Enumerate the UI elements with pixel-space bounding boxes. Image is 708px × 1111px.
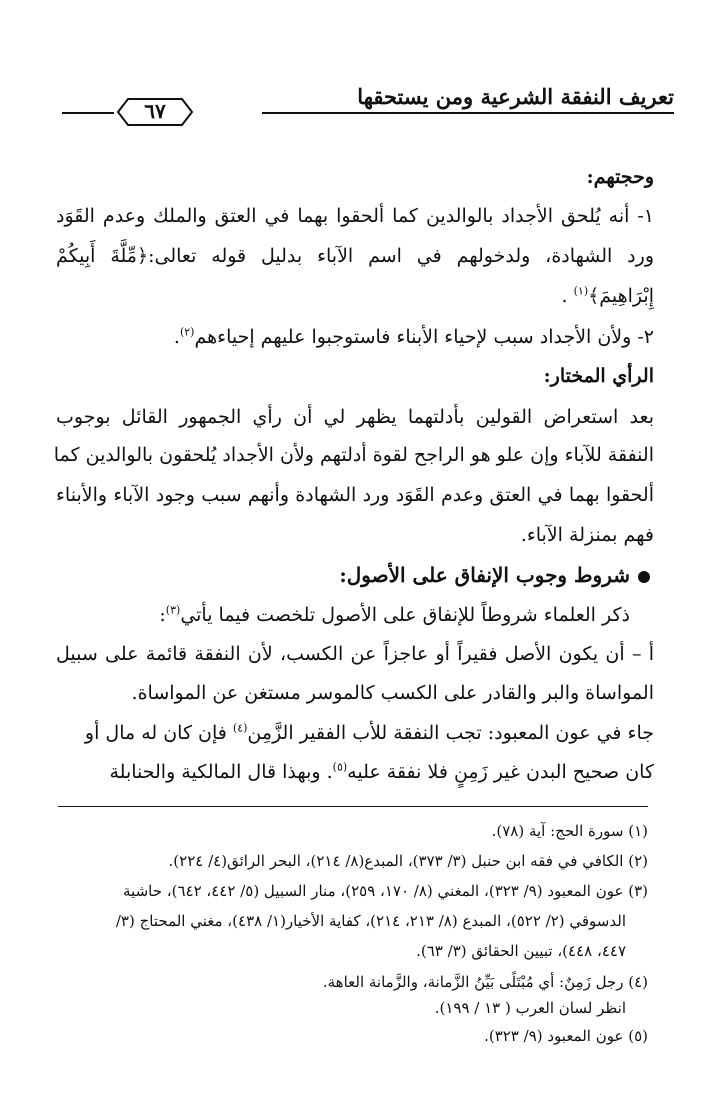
footnote-1: (١) سورة الحج: آية (٧٨). [491, 822, 648, 840]
footnote-3: (٣) عون المعبود (٩/ ٣٢٣)، المغني (٨/ ١٧٠، ٢٥٩)، منار السبيل (٥/ ٤٤٢، ٦٤٢)، حاشية [123, 882, 648, 900]
paragraph-line: المواساة والبر والقادر على الكسب كالموسر مستغن عن المواساة. [131, 682, 654, 704]
paragraph-line: إِبْرَاهِيمَ﴾$^{(١)}$ . [561, 284, 654, 307]
footnote-ref: (١) [573, 284, 589, 298]
paragraph-line: ورد الشهادة، ولدخولهم في اسم الآباء بدليل قوله تعالى:﴿مِّلَّةَ أَبِيكُمْ [56, 245, 654, 267]
footnote-5: (٥) عون المعبود (٩/ ٣٢٣). [484, 1027, 648, 1045]
section-heading-conditions: شروط وجوب الإنفاق على الأصول: [339, 563, 630, 587]
paragraph-line: ١- أنه يُلحق الأجداد بالوالدين كما ألحقوا بهما في العتق والملك وعدم القَوَد [56, 205, 654, 227]
footnote-4: (٤) رجل زَمِنٌ: أي مُبْتَلًى بَيِّنُ الزَّمانة، والزَّمانة العاهة. [322, 973, 648, 991]
paragraph-line: النفقة للآباء وإن علو هو الراجح لقوة أدلتهم ولأن الأجداد يُلحقون بالوالدين كما [53, 444, 654, 466]
header-rule-left [62, 112, 114, 114]
paragraph-line: ذكر العلماء شروطاً للإنفاق على الأصول تلخصت فيما يأتي$^{(٣)}$: [159, 603, 630, 626]
footnote-ref: (٥) [332, 760, 348, 774]
paragraph-line: فهم بمنزلة الآباء. [520, 524, 654, 546]
bullet-icon [638, 571, 650, 583]
paragraph-line: ألحقوا بهما في العتق وعدم القَوَد ورد الشهادة وأنهم سبب وجود الآباء والأبناء [56, 484, 654, 506]
quran-verse: إِبْرَاهِيمَ﴾ [588, 285, 654, 307]
paragraph-line: بعد استعراض القولين بأدلتهما يظهر لي أن رأي الجمهور القائل بوجوب [56, 406, 654, 428]
header-rule-right [262, 112, 674, 114]
running-header-title: تعريف النفقة الشرعية ومن يستحقها [357, 84, 674, 109]
footnote-ref: (٢) [179, 325, 195, 339]
paragraph-line: أ – أن يكون الأصل فقيراً أو عاجزاً عن الكسب، لأن النفقة قائمة على سبيل [56, 643, 654, 665]
paragraph-line: ٢- ولأن الأجداد سبب لإحياء الأبناء فاستوجبوا عليهم إحياءهم$^{(٢)}$. [173, 325, 654, 348]
paragraph-line: كان صحيح البدن غير زَمِنٍ فلا نفقة عليه$^{(٥)}$. وبهذا قال المالكية والحنابلة [109, 760, 654, 783]
paragraph-line: جاء في عون المعبود: تجب النفقة للأب الفقير الزَّمِن$^{(٤)}$ فإن كان له مال أو [84, 721, 654, 744]
footnote-separator [58, 806, 648, 807]
footnote-3-continued: ٤٤٧، ٤٤٨)، تبيين الحقائق (٣/ ٦٣). [416, 942, 626, 960]
section-heading-evidence: وحجتهم: [586, 166, 654, 188]
footnote-ref: (٣) [165, 603, 181, 617]
footnote-ref: (٤) [232, 721, 248, 735]
page-number-ornament [114, 95, 196, 129]
footnote-3-continued: الدسوقي (٢/ ٥٢٢)، المبدع (٨/ ٢١٣، ٢١٤)، كفاية الأخيار(١/ ٤٣٨)، مغني المحتاج (٣/ [115, 912, 626, 930]
section-heading-chosen-opinion: الرأي المختار: [543, 365, 654, 387]
page-number: ٦٧ [144, 99, 166, 123]
footnote-4-continued: انظر لسان العرب ( ١٣ / ١٩٩). [434, 999, 626, 1017]
footnote-2: (٢) الكافي في فقه ابن حنبل (٣/ ٣٧٣)، المبدع(٨/ ٢١٤)، البحر الرائق(٤/ ٢٢٤). [168, 852, 648, 870]
